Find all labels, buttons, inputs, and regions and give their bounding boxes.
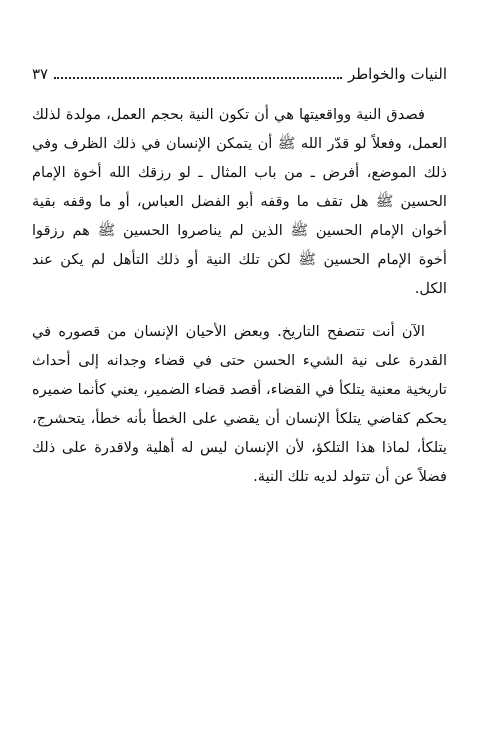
running-title: النيات والخواطر bbox=[347, 65, 447, 83]
page-number: ٣٧ bbox=[32, 65, 49, 83]
body-text bbox=[32, 100, 447, 491]
paragraph-2: الآن أنت تتصفح التاريخ. وبعض الأحيان الإنسان من قصوره في القدرة على نية الشيء الحسن حتى في قضاء وجدانه إلى أحداث تاريخية معنية يتلكأ في القضاء، أقصد قضاء الضمير، يعني كأنما ضميره يحكم كقاضي يتلكأ الإنسان أن يقضي على الخطأ بأنه خطأ، يتحشرج، يتلكأ، لماذا هذا التلكؤ، لأن الإنسان ليس له أهلية ولاقدرة على ذلك فضلاً عن أن تتولد لديه تلك النية. bbox=[32, 323, 447, 485]
page-header bbox=[32, 60, 447, 84]
dotted-leader bbox=[54, 76, 342, 79]
paragraph-1: فصدق النية وواقعيتها هي أن تكون النية بحجم العمل، مولدة لذلك العمل، وفعلاً لو قدّر الله ﷺ أن يتمكن الإنسان في ذلك الظرف وفي ذلك الموضع، أفرض ـ من باب المثال ـ لو رزقك الله أخوة الإمام الحسين ﷺ هل تقف ما وقفه أبو الفضل العباس، أو ما وقفه بقية أخوان الإمام الحسين ﷺ الذين لم يناصروا الحسين ﷺ هم رزقوا أخوة الإمام الحسين ﷺ لكن تلك النية أو ذلك التأهل لم يكن عند الكل. bbox=[32, 106, 447, 297]
